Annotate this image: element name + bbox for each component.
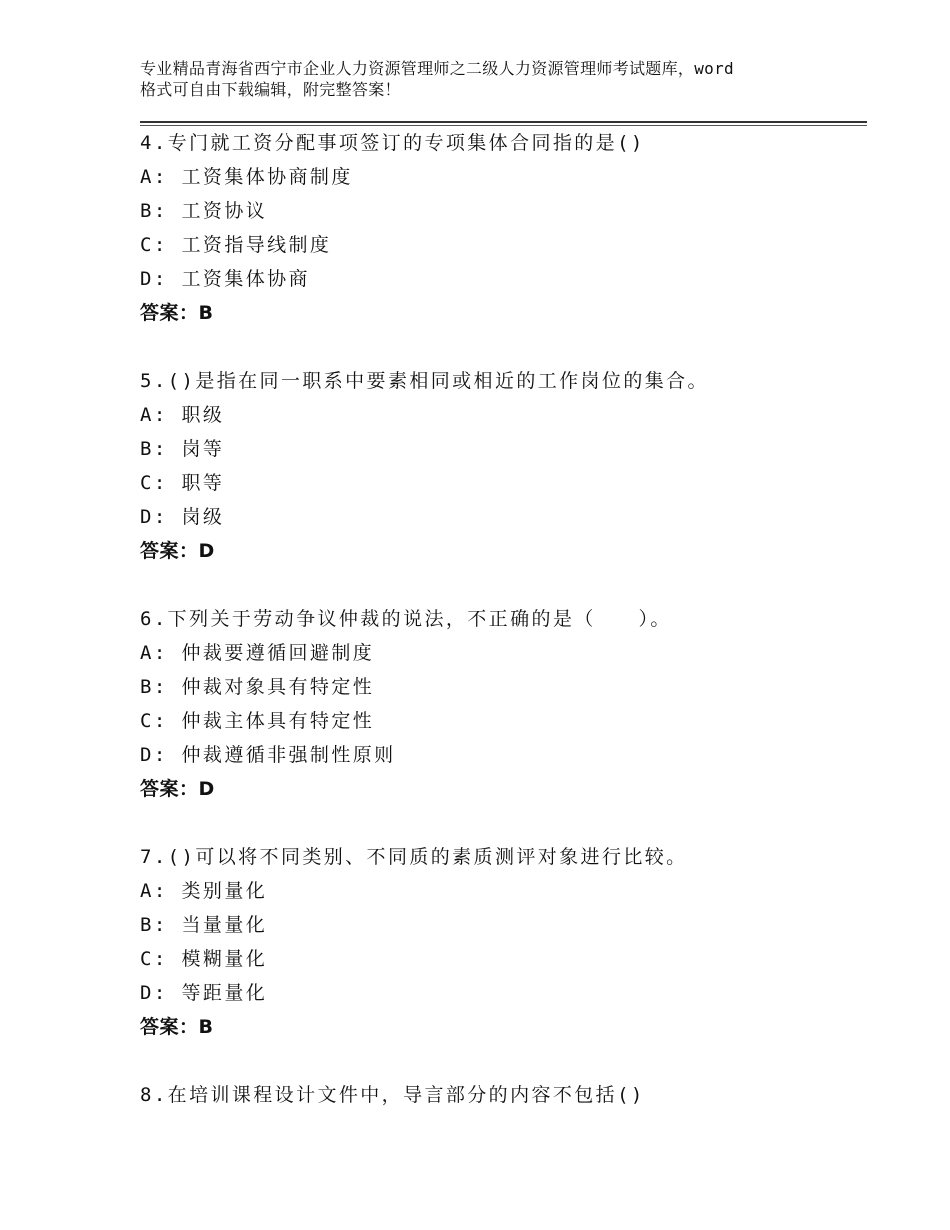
option-d: D: 仲裁遵循非强制性原则 [140,744,396,766]
option-a: A: 类别量化 [140,880,268,902]
option-d: D: 岗级 [140,506,225,528]
answer-label: 答案：D [140,778,215,800]
document-header [140,58,820,100]
question-spacer [140,1044,867,1078]
option-d: D: 工资集体协商 [140,268,310,290]
answer-label: 答案：B [140,302,214,324]
option-b: B: 当量量化 [140,914,268,936]
answer-label: 答案：D [140,540,215,562]
question-8 [140,1078,867,1112]
header-line-2: 格式可自由下载编辑，附完整答案！ [140,80,401,99]
option-c: C: 仲裁主体具有特定性 [140,710,375,732]
question-stem: 7.()可以将不同类别、不同质的素质测评对象进行比较。 [140,846,688,868]
option-c: C: 工资指导线制度 [140,234,332,256]
option-a: A: 工资集体协商制度 [140,166,353,188]
question-7 [140,840,867,1044]
question-stem: 6.下列关于劳动争议仲裁的说法，不正确的是（ ）。 [140,608,672,630]
option-c: C: 模糊量化 [140,948,268,970]
option-b: B: 工资协议 [140,200,268,222]
question-spacer [140,806,867,840]
question-4 [140,126,867,330]
option-d: D: 等距量化 [140,982,268,1004]
answer-label: 答案：B [140,1016,214,1038]
question-6 [140,602,867,806]
question-stem: 4.专门就工资分配事项签订的专项集体合同指的是() [140,132,645,154]
question-stem: 8.在培训课程设计文件中，导言部分的内容不包括() [140,1084,645,1106]
question-spacer [140,330,867,364]
header-rule-thick [140,121,867,123]
option-c: C: 职等 [140,472,225,494]
header-line-1: 专业精品青海省西宁市企业人力资源管理师之二级人力资源管理师考试题库，word [140,59,734,78]
question-spacer [140,568,867,602]
question-5 [140,364,867,568]
option-a: A: 仲裁要遵循回避制度 [140,642,375,664]
option-b: B: 仲裁对象具有特定性 [140,676,375,698]
question-list [140,126,867,1112]
option-a: A: 职级 [140,404,225,426]
option-b: B: 岗等 [140,438,225,460]
question-stem: 5.()是指在同一职系中要素相同或相近的工作岗位的集合。 [140,370,709,392]
